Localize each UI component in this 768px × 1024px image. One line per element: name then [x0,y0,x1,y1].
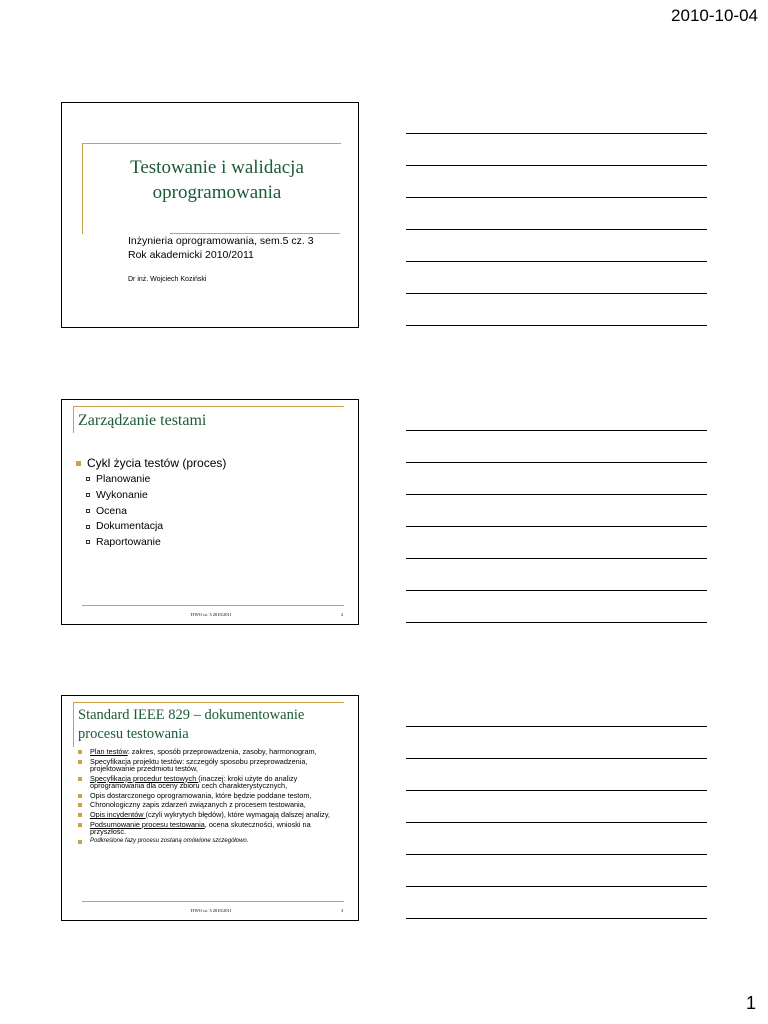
notes-line [406,790,707,791]
list-item: Planowanie [86,472,163,488]
notes-line [406,165,707,166]
hollow-square-icon [86,493,90,497]
hollow-square-icon [86,477,90,481]
ieee-bullet-list [78,748,348,847]
heading-line-1: Standard IEEE 829 – dokumentowanie [78,707,305,723]
list-item: Podsumowanie procesu testowania, ocena skuteczności, wnioski na przyszłość. [78,821,348,836]
slide-1 [61,102,359,328]
notes-line [406,526,707,527]
bullet-square-icon [78,840,82,844]
list-item: Dokumentacja [86,519,163,535]
notes-line [406,758,707,759]
notes-line [406,325,707,326]
slide-page-number: 3 [341,908,344,913]
bullet-square-icon [78,760,82,764]
list-item: Specyfikacja procedur testowych (inaczej: kroki użyte do analizy oprogramowania dla oceny zbioru cech charakterystycznych, [78,775,348,790]
list-item: Plan testów: zakres, sposób przeprowadzenia, zasoby, harmonogram, [78,748,348,755]
slide-page-number: 2 [341,612,344,617]
list-item: Opis dostarczonego oprogramowania, które będzie poddane testom, [78,792,348,799]
page-date: 2010-10-04 [671,6,758,25]
footer-divider [82,901,344,902]
list-item: Ocena [86,504,163,520]
notes-line [406,822,707,823]
page-number: 1 [745,993,756,1013]
notes-line [406,886,707,887]
notes-line [406,854,707,855]
main-bullet [76,456,226,471]
bullet-square-icon [78,803,82,807]
slide-footer: TIWO cz. 3 2010/2011 [190,908,232,913]
notes-line [406,133,707,134]
bullet-square-icon [78,750,82,754]
notes-line [406,726,707,727]
slide-author: Dr inż. Wojciech Koziński [128,276,207,283]
list-item: Opis incydentów (czyli wykrytych błędów), które wymagają dalszej analizy, [78,811,348,818]
notes-line [406,558,707,559]
bullet-square-icon [78,777,82,781]
slide-2 [61,399,359,625]
footer-divider [82,605,344,606]
main-bullet-text: Cykl życia testów (proces) [87,456,227,470]
notes-line [406,229,707,230]
notes-line [406,494,707,495]
slide-subtitle [128,234,314,262]
slide-heading [78,706,348,744]
notes-line [406,622,707,623]
bullet-square-icon [76,461,81,466]
bullet-square-icon [78,794,82,798]
hollow-square-icon [86,525,90,529]
bullet-square-icon [78,813,82,817]
slide-heading: Zarządzanie testami [78,412,207,429]
heading-line-2: procesu testowania [78,726,189,742]
notes-line [406,430,707,431]
sub-bullet-list [86,472,163,551]
title-line-1: Testowanie i walidacja [130,157,304,178]
slide-footer: TIWO cz. 3 2010/2011 [190,612,232,617]
subtitle-line-1: Inżynieria oprogramowania, sem.5 cz. 3 [128,235,314,247]
hollow-square-icon [86,540,90,544]
list-item: Chronologiczny zapis zdarzeń związanych z procesem testowania, [78,801,348,808]
notes-line [406,918,707,919]
notes-line [406,293,707,294]
list-item: Wykonanie [86,488,163,504]
notes-line [406,197,707,198]
notes-line [406,462,707,463]
slide-3 [61,695,359,921]
list-item: Specyfikacja projektu testów: szczegóły sposobu przeprowadzenia, projektowanie przedmiotu testów, [78,758,348,773]
list-item: Raportowanie [86,535,163,551]
subtitle-line-2: Rok akademicki 2010/2011 [128,249,254,261]
notes-line [406,590,707,591]
hollow-square-icon [86,509,90,513]
bullet-square-icon [78,823,82,827]
slide-title [82,155,352,205]
note-item: Podkreślone fazy procesu zostaną omówione szczegółowo. [78,838,348,845]
title-line-2: oprogramowania [152,182,282,203]
notes-line [406,261,707,262]
